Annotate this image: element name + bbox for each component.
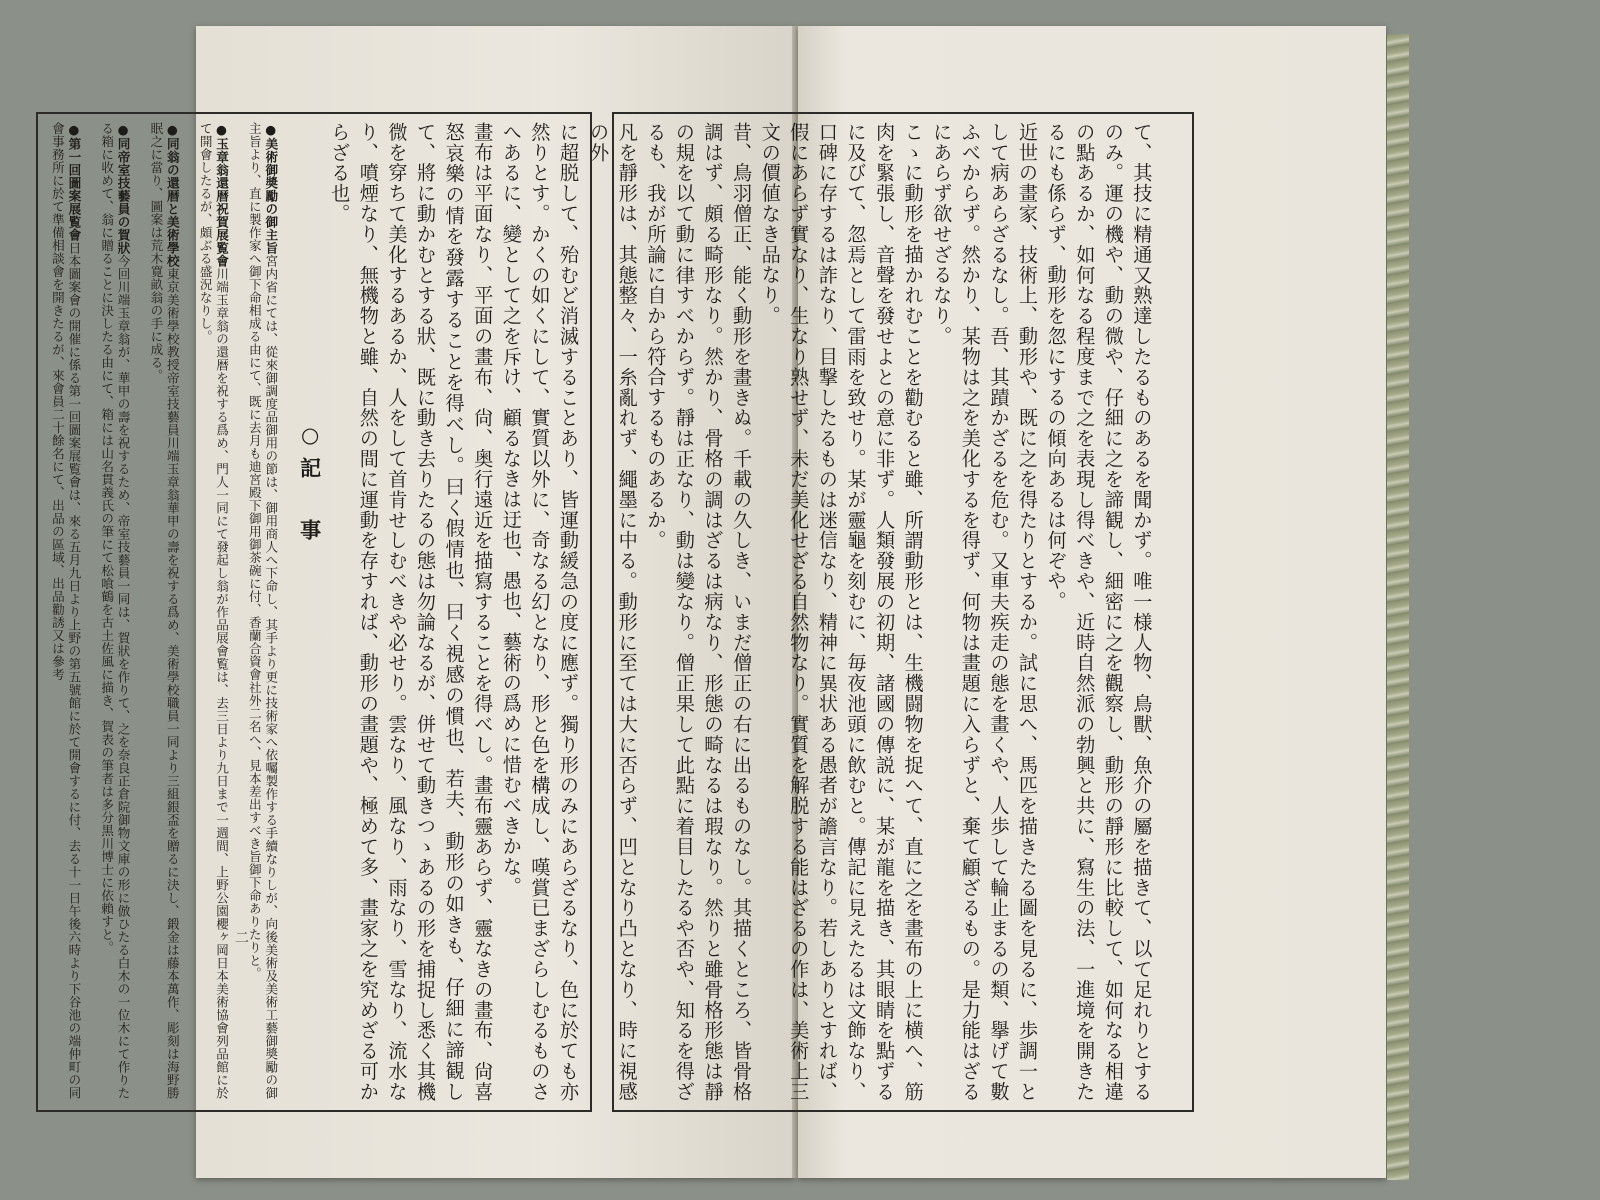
notice-item — [147, 122, 196, 1102]
section-heading: ○記 事 — [297, 422, 323, 550]
paragraph: こゝに動形を描かれむことを勸むると雖、所謂動形とは、生機闘物を捉へて、直に之を畫布の上に横へ、筋肉を緊張し、音聲を發せよとの意に非ず。人類發展の初期、諸國の傳説に、某が龍を描き、其眼睛を點ずるに及びて、忽焉として雷雨を致せり。某が靈龜を刻むに、毎夜池頭に飲むと。傳記に見えたるは文飾なり、口碑に存するは詐なり、目撃したるものは迷信なり、精神に異状ある愚者が譫言なり。若しありとすれば、假にあらず實なり、生なり熟せず、未だ美化せざる自然物なり。實質を解脱する能はざるの作は、美術上三文の價値なき品なり。 — [758, 122, 925, 1102]
right-page-body — [587, 122, 1184, 1102]
notice-item — [98, 122, 147, 1102]
page-number: 二 — [233, 930, 249, 944]
left-page-body — [46, 122, 582, 1102]
notice-body: 日本圖案會の開催に係る第一回圖案展覧會は、來る五月九日より上野の第五號館に於て開會するに付、去る十一日午後六時より下谷池の端仲町の同會事務所に於て準備相談會を開きたるが、來會員二十餘名にて、出品の區域、出品勸誘又は參考 — [49, 122, 82, 1100]
notice-title: ●同翁の還暦と美術學校 — [164, 122, 180, 268]
notice-title: ●美術御奬勵の御主旨 — [263, 122, 279, 255]
notice-body: 今回川端玉章翁が、華甲の壽を祝するため、帝室技藝員一同は、賀狀を作りて、之を奈良正倉院御物文庫の形に倣ひたる白木の一位木にて作りたる箱に收めて、翁に贈ることに決したる由にて、箱には山名貫義氏の筆にて松喰鶴を古土佐風に描き、賀表の筆者は多分黒川博士に依賴すと。 — [99, 122, 131, 1100]
notice-title: ●第一回圖案展覧會 — [66, 122, 82, 242]
right-page-text-frame — [587, 112, 1194, 1112]
paragraph: て、其技に精通又熟達したるものあるを聞かず。唯一様人物、鳥獸、魚介の屬を描きて、以て足れりとするのみ。運の機や、動の微や、仔細に之を諦観し、細密に之を觀察し、動形の靜形に比較して、如何なる相違の點あるか、如何なる程度まで之を表現し得べきや、近時自然派の勃興と共に、寫生の法、一進境を開きたるにも係らず、動形を忽にするの傾向あるは何ぞや。 — [1044, 122, 1154, 1102]
paragraph: 畫布は平面なり、平面の畫布、尙、奥行遠近を描寫することを得べし。畫布靈あらず、靈なきの畫布、尙喜怒哀樂の情を發露することを得べし。曰く假情也、曰く視感の慣也、若夫、動形の如きも、仔細に諦観して、將に動かむとする狀、既に動き去りたるの態は勿論なるが、併せて動きつゝあるの形を捕捉し悉く其機微を穿ちて美化するあるか、人をして首肯せしむべきや必せり。雲なり、風なり、雨なり、雪なり、流水なり、噴煙なり、無機物と雖、自然の間に運動を存すれば、動形の畫題や、極めて多、畫家之を究めざる可からざる也。 — [328, 122, 495, 1102]
notice-title: ●同帝室技藝員の賀狀 — [115, 122, 131, 255]
notice-body: 宮内省にては、從來御調度品御用の節は、御用商人へ下命し、其手より更に技術家へ依囑製作する手續なりしが、向後美術及美術工藝御奬勵の御主旨より、直に製作家へ御下命相成る由にて、既に去月も迪宮殿下御用御茶碗に付、香蘭合資會社外二名へ、見本差出すべき旨御下命ありたりと。 — [246, 122, 279, 1100]
paragraph: 昔、鳥羽僧正、能く動形を畫きぬ。千載の久しき、いまだ僧正の右に出るものなし。其描くところ、皆骨格調はず、頗る畸形なり。然かり、骨格の調はざるは病なり、形態の畸なるは瑕なり。然りと雖骨格形態は靜の規を以て動に律すべからず。靜は正なり、動は變なり。僧正果して此點に着目したるや否や、知るを得ざるも、我が所論に自から符合するものあるか。 — [644, 122, 754, 1102]
notice-title: ●玉章翁還暦祝賀展覧會 — [214, 122, 230, 268]
notice-body: 東京美術學校教授帝室技藝員川端玉章翁華甲の壽を祝する爲め、美術學校職員一同より三組銀盃を贈るに決し、鍛金は藤本萬作、彫刻は海野勝眠之に當り、圖案は荒木寛畝翁の手に成る。 — [148, 122, 180, 1100]
paragraph: 近世の畫家、技術上、動形や、既に之を得たりとするか。試に思へ、馬匹を描きたる圖を見るに、歩調一として病あらざるなし。吾、其蹟かざるを危む。又車夫疾走の態を畫くや、人歩して輪止まるの類、擧げて數ふべからず。然かり、某物は之を美化するを得ず、何物は畫題に入らずと、棄て顧ざるもの。是力能はざるにあらず欲せざるなり。 — [930, 122, 1040, 1102]
notice-item — [49, 122, 98, 1102]
notice-item — [196, 122, 245, 1102]
book-cover-edge — [1386, 34, 1409, 1180]
left-page-text-frame — [36, 112, 592, 1112]
paragraph: 凡を靜形は、其態整々、一糸亂れず、繩墨に中る。動形に至ては大に否らず、凹となり凸となり、時に視感の外 — [587, 122, 639, 1102]
notice-body: 川端玉章翁の還暦を祝する爲め、門人一同にて發起し翁が作品展會覧は、去三日より九日まで一週間、上野公園櫻ヶ岡日本美術協會列品館に於て開會したるが、頗ぶる盛況なりし。 — [197, 122, 230, 1100]
paragraph: に超脱して、殆むど消滅することあり、皆運動緩急の度に應ず。獨り形のみにあらざるなり、色に於ても亦然りとす。かくの如くにして、實質以外に、奇なる幻となり、形と色を構成し、嘆賞已まざらしむるものさへあるに、變として之を斥け、顧るなきは迂也、愚也、藝術の爲めに惜むべきかな。 — [499, 122, 580, 1102]
notice-item — [245, 122, 294, 1102]
